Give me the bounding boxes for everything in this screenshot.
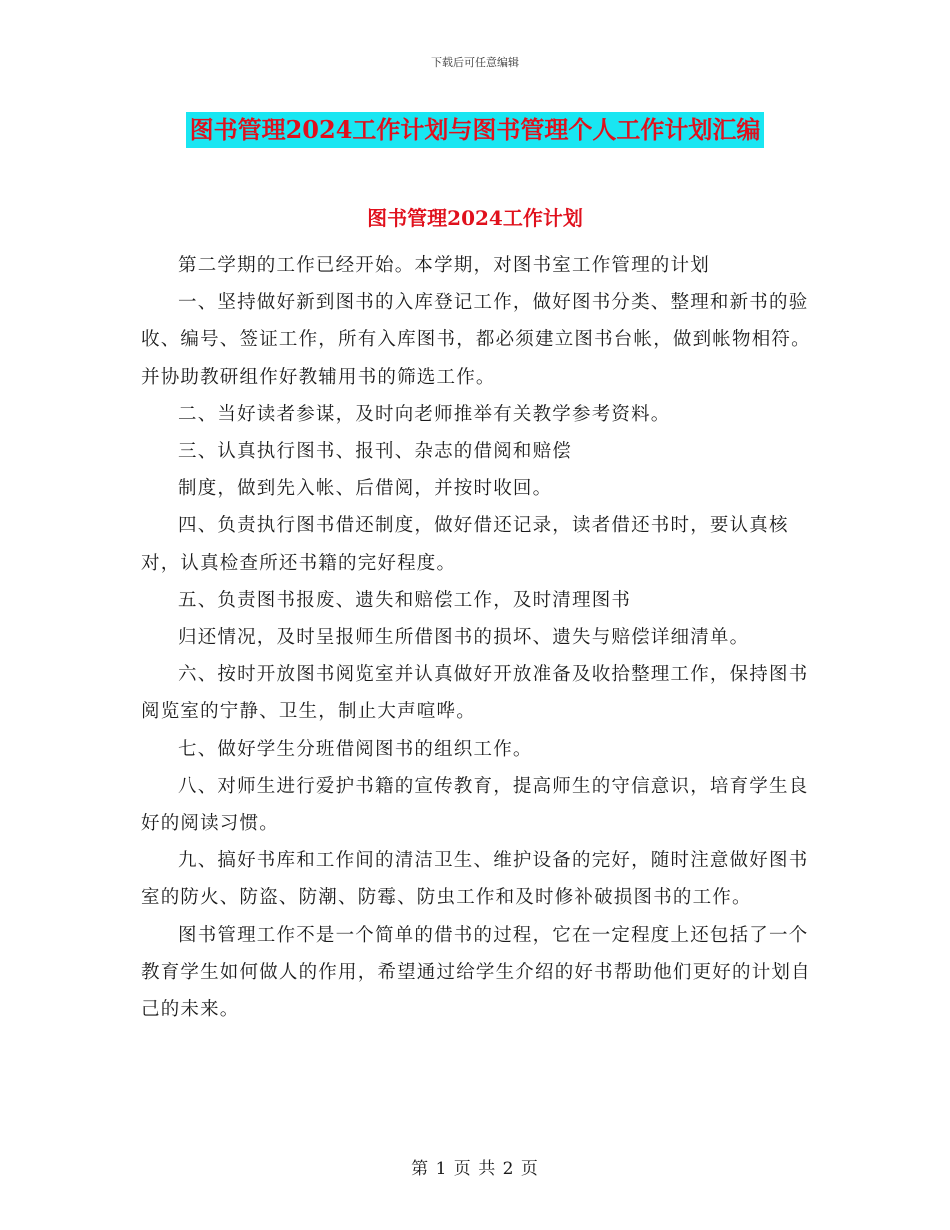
paragraph: 四、负责执行图书借还制度，做好借还记录，读者借还书时，要认真核对，认真检查所还书籍的完好程度。	[141, 515, 789, 574]
paragraph: 图书管理工作不是一个简单的借书的过程，它在一定程度上还包括了一个教育学生如何做人的作用，希望通过给学生介绍的好书帮助他们更好的计划自己的未来。	[141, 924, 811, 1021]
paragraph: 七、做好学生分班借阅图书的组织工作。	[178, 738, 533, 760]
paragraph: 五、负责图书报废、遗失和赔偿工作，及时清理图书	[178, 589, 632, 611]
paragraph: 六、按时开放图书阅览室并认真做好开放准备及收拾整理工作，保持图书阅览室的宁静、卫生，制止大声喧哗。	[141, 664, 809, 723]
document-title	[0, 112, 950, 148]
paragraph: 归还情况，及时呈报师生所借图书的损坏、遗失与赔偿详细清单。	[178, 627, 750, 649]
paragraph: 制度，做到先入帐、后借阅，并按时收回。	[178, 478, 553, 500]
paragraph: 二、当好读者参谋，及时向老师推举有关教学参考资料。	[178, 403, 671, 425]
document-title-text: 图书管理2024工作计划与图书管理个人工作计划汇编	[186, 112, 765, 148]
paragraph: 第二学期的工作已经开始。本学期，对图书室工作管理的计划	[178, 255, 710, 276]
paragraph: 三、认真执行图书、报刊、杂志的借阅和赔偿	[178, 441, 573, 463]
page-number: 第 1 页 共 2 页	[411, 1159, 539, 1179]
paragraph: 九、搞好书库和工作间的清洁卫生、维护设备的完好，随时注意做好图书室的防火、防盗、防潮、防霉、防虫工作和及时修补破损图书的工作。	[141, 850, 809, 909]
section-title: 图书管理2024工作计划	[367, 206, 583, 230]
document-body	[141, 247, 811, 1028]
paragraph: 八、对师生进行爱护书籍的宣传教育，提高师生的守信意识，培育学生良好的阅读习惯。	[141, 775, 809, 835]
page-header-note: 下载后可任意编辑	[431, 56, 519, 69]
paragraph: 一、坚持做好新到图书的入库登记工作，做好图书分类、整理和新书的验收、编号、签证工作，所有入库图书，都必须建立图书台帐，做到帐物相符。并协助教研组作好教辅用书的筛选工作。	[141, 292, 811, 388]
